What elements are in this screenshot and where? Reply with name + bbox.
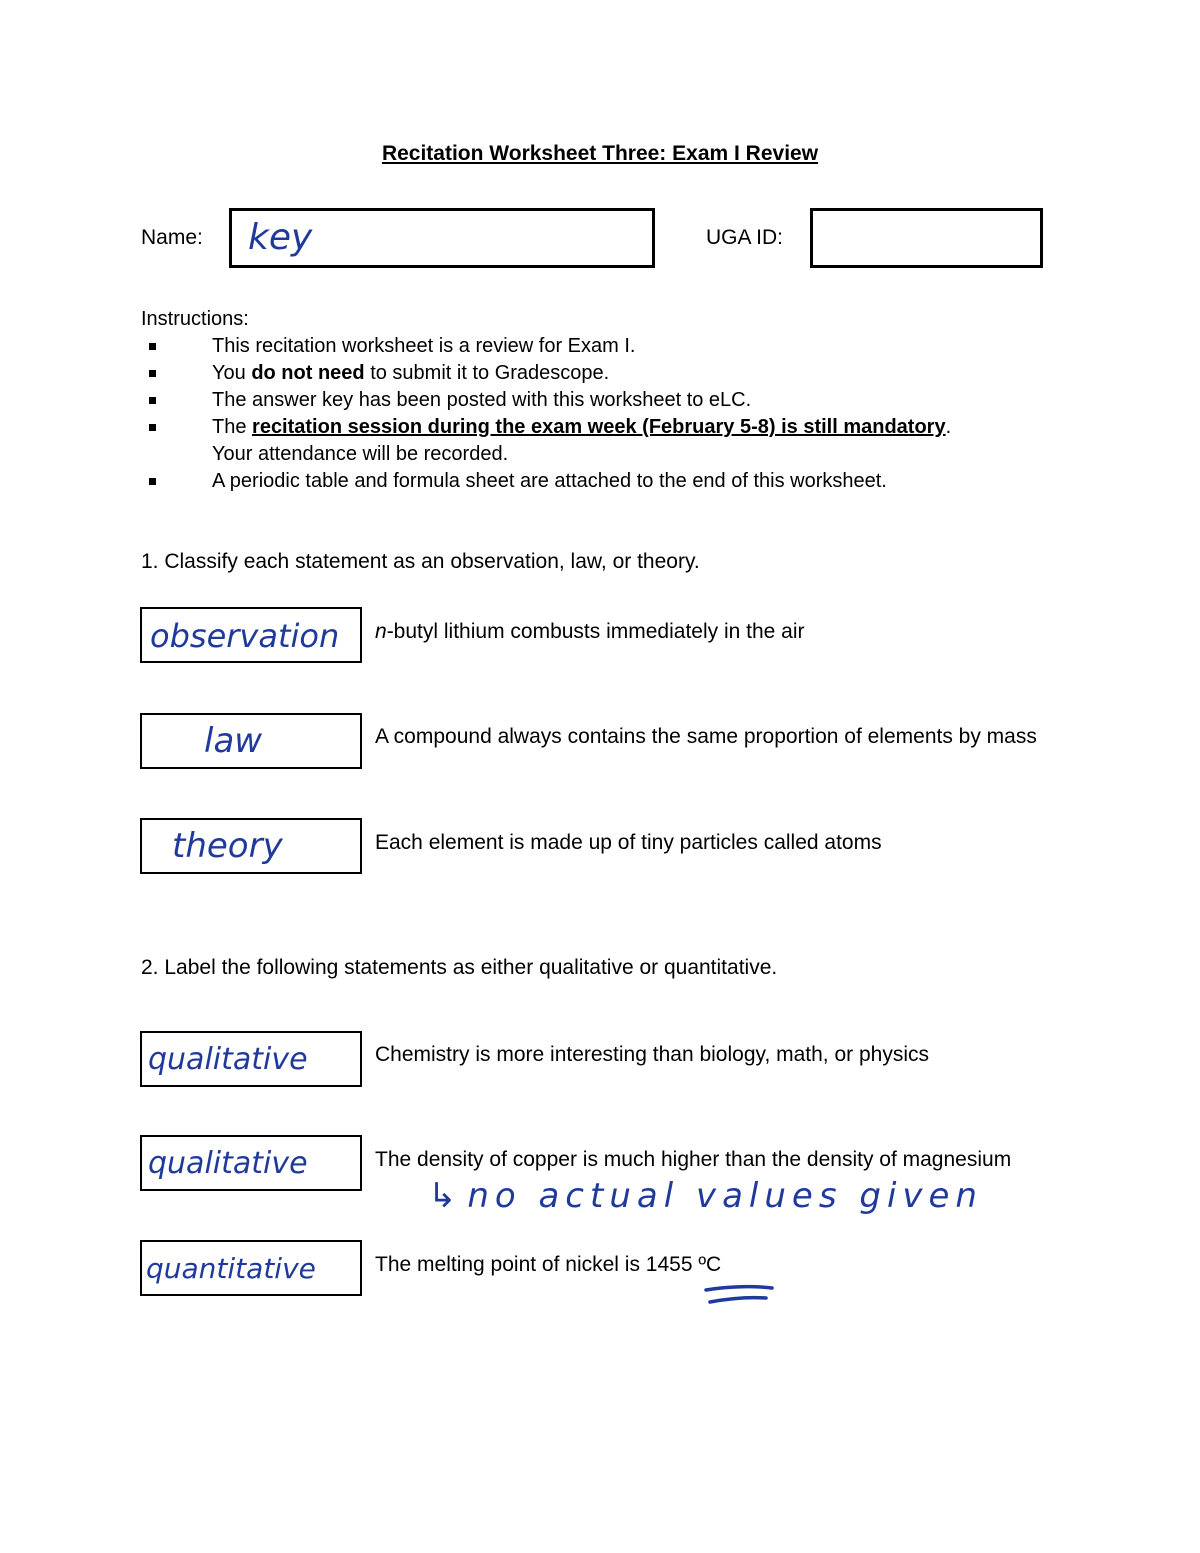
q2-answer-2: qualitative	[148, 1146, 308, 1181]
handwritten-note	[428, 1176, 983, 1216]
instruction-item	[179, 360, 1101, 387]
page-title: Recitation Worksheet Three: Exam I Review	[381, 142, 819, 165]
q2-statement-3	[375, 1253, 721, 1277]
underline-stroke-1	[706, 1287, 772, 1290]
q2-answer-box-3[interactable]	[140, 1240, 362, 1296]
instructions-list	[179, 333, 1101, 495]
q1-answer-box-2[interactable]	[140, 713, 362, 769]
arrow-icon: ↳	[428, 1176, 457, 1216]
instruction-item	[179, 468, 1101, 495]
name-label: Name:	[141, 226, 203, 249]
name-value: key	[248, 217, 313, 258]
instruction-text: to submit it to Gradescope.	[364, 362, 610, 384]
statement-text: The melting point of nickel is	[375, 1253, 646, 1276]
q1-statement-2: A compound always contains the same proportion of elements by mass	[375, 725, 1037, 748]
q2-answer-3: quantitative	[146, 1252, 316, 1285]
underline-stroke-2	[710, 1298, 766, 1302]
instruction-text: A periodic table and formula sheet are attached to the end of this worksheet.	[212, 470, 887, 492]
q1-answer-box-3[interactable]	[140, 818, 362, 874]
q2-answer-box-1[interactable]	[140, 1031, 362, 1087]
instruction-text: This recitation worksheet is a review for Exam I.	[212, 335, 636, 357]
uga-id-label: UGA ID:	[706, 226, 784, 249]
question-1-prompt: 1. Classify each statement as an observation, law, or theory.	[141, 550, 700, 573]
q1-answer-3: theory	[172, 826, 283, 866]
instruction-emphasis: do not need	[251, 362, 365, 384]
question-2-prompt: 2. Label the following statements as either qualitative or quantitative.	[141, 956, 778, 979]
q2-answer-1: qualitative	[148, 1042, 308, 1077]
q1-answer-1: observation	[150, 617, 340, 655]
instruction-item	[179, 333, 1101, 360]
q2-statement-1: Chemistry is more interesting than biology, math, or physics	[375, 1043, 929, 1066]
instruction-item	[179, 414, 972, 468]
note-text: no actual values given	[467, 1176, 983, 1216]
statement-value: 1455 ºC	[645, 1253, 722, 1276]
instructions-heading: Instructions:	[141, 308, 249, 330]
q1-answer-box-1[interactable]	[140, 607, 362, 663]
q2-answer-box-2[interactable]	[140, 1135, 362, 1191]
instruction-text: . Your attendance will be recorded.	[212, 416, 952, 465]
instructions	[141, 306, 1101, 495]
statement-text: -butyl lithium combusts immediately in the air	[386, 620, 805, 643]
q1-statement-1	[375, 620, 805, 644]
instruction-item	[179, 387, 1101, 414]
instruction-text: You	[212, 362, 252, 384]
instruction-emphasis: recitation session during the exam week (February 5-8) is still mandatory	[252, 416, 946, 438]
q2-statement-2: The density of copper is much higher than the density of magnesium	[375, 1148, 1012, 1171]
q1-answer-2: law	[204, 721, 263, 761]
instruction-text: The	[212, 416, 253, 438]
name-field[interactable]	[229, 208, 655, 268]
uga-id-field[interactable]	[810, 208, 1043, 268]
q1-statement-3: Each element is made up of tiny particles called atoms	[375, 831, 882, 854]
double-underline-mark	[700, 1282, 780, 1312]
statement-italic: n	[375, 620, 387, 643]
instruction-text: The answer key has been posted with this worksheet to eLC.	[212, 389, 752, 411]
